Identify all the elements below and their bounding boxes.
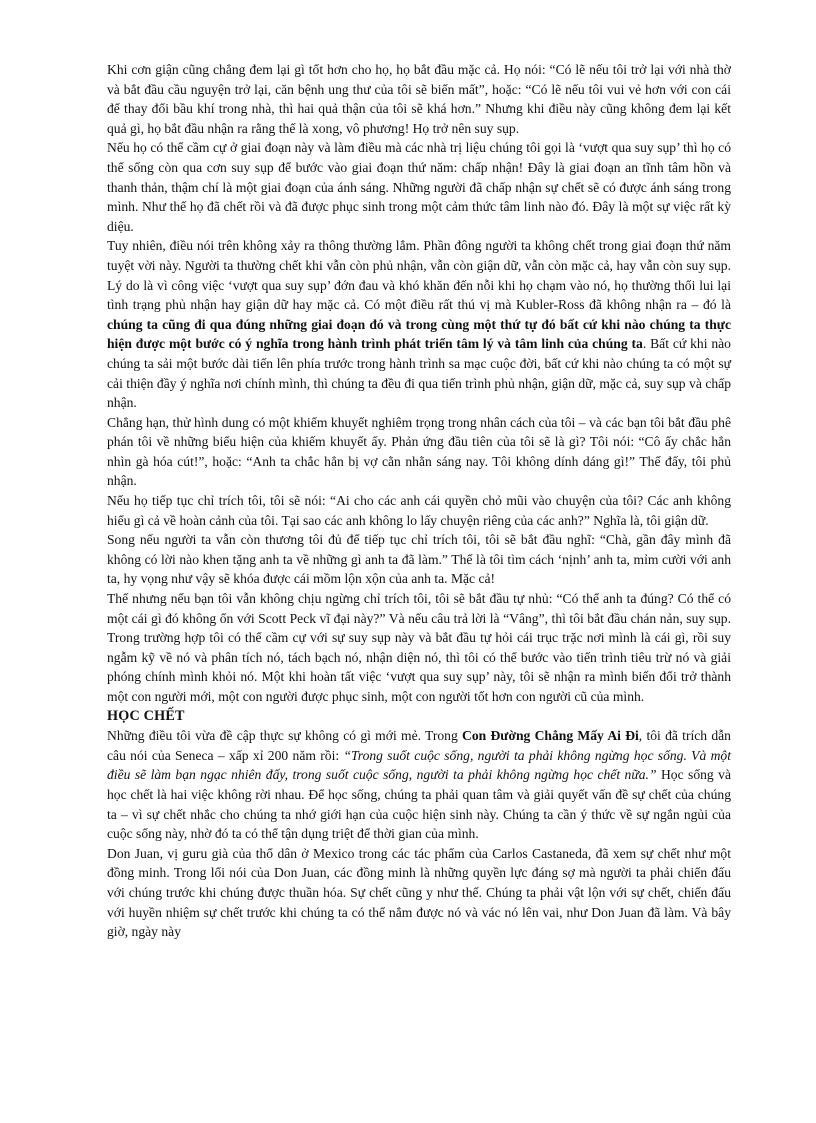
paragraph-p8 bbox=[107, 726, 731, 844]
document-page bbox=[107, 60, 731, 942]
paragraph-text: Don Juan, vị guru già của thổ dân ở Mexico trong các tác phẩm của Carlos Castaneda, đã xem sự chết như một đồng minh. Trong lối nói của Don Juan, các đồng minh là những quyền lực đáng sợ mà người ta phải chiến đấu với chúng trước khi chúng được thuần hóa. Sự chết cũng y như thế. Chúng ta phải vật lộn với sự chết, chiến đấu với huyền nhiệm sự chết trước khi chúng ta có thể nắm được nó và vác nó lên vai, như Don Juan đã làm. Và bây giờ, ngày này bbox=[107, 845, 731, 940]
paragraph-text: Tuy nhiên, điều nói trên không xảy ra thông thường lắm. Phần đông người ta không chết trong giai đoạn thứ năm tuyệt vời này. Người ta thường chết khi vẫn còn phủ nhận, vẫn còn giận dữ, vẫn còn mặc cả, hay vẫn còn suy sụp. Lý do là vì công việc ‘vượt qua suy sụp’ đớn đau và khó khăn đến nỗi khi họ chạm vào nó, họ thường thối lui lại tình trạng phủ nhận hay giận dữ hay mặc cả. Có một điều rất thú vị mà Kubler-Ross đã không nhận ra – đó là bbox=[107, 238, 731, 313]
paragraph-p4 bbox=[107, 413, 731, 491]
italic-quote: “Trong suốt cuộc sống, người ta phải không ngừng học sống. Và một điều sẽ làm bạn ngạc nhiên đấy, trong suốt cuộc sống, người ta phải không ngừng học chết nữa.” bbox=[107, 747, 731, 783]
paragraph-p9 bbox=[107, 844, 731, 942]
section-heading: HỌC CHẾT bbox=[107, 707, 185, 724]
paragraph-p3 bbox=[107, 236, 731, 412]
paragraph-text: Nếu họ tiếp tục chỉ trích tôi, tôi sẽ nói: “Ai cho các anh cái quyền chỏ mũi vào chuyện của tôi? Các anh không hiểu gì cả về hoàn cảnh của tôi. Tại sao các anh không lo lấy chuyện riêng của các anh?” Nghĩa là, tôi giận dữ. bbox=[107, 493, 731, 528]
paragraph-text: Học sống và học chết là hai việc không rời nhau. Để học sống, chúng ta phải quan tâm và giải quyết vấn đề sự chết của chúng ta – vì sự chết nhắc cho chúng ta nhớ giới hạn của cuộc hiện sinh này. Chúng ta cần ý thức về sự ngắn ngủi của cuộc sống này, nhờ đó ta có thể tận dụng triệt để thời gian của mình. bbox=[107, 767, 731, 842]
paragraph-text: Nếu họ có thể cầm cự ở giai đoạn này và làm điều mà các nhà trị liệu chúng tôi gọi là ‘vượt qua suy sụp’ thì họ có thể sống còn qua cơn suy sụp để bước vào giai đoạn thứ năm: chấp nhận! Đây là giai đoạn an tĩnh tâm hồn và thanh thản, thậm chí là một giai đoạn của ánh sáng. Những người đã chấp nhận sự chết sẽ có được ánh sáng trong mình. Như thế họ đã chết rồi và đã được phục sinh trong một cảm thức tâm linh nào đó. Đây là một sự việc rất kỳ diệu. bbox=[107, 140, 731, 234]
paragraph-p6 bbox=[107, 530, 731, 589]
paragraph-p5 bbox=[107, 491, 731, 530]
paragraph-p1 bbox=[107, 60, 731, 138]
paragraph-text: , tôi đã trích dẫn câu nói của Seneca – xấp xỉ 200 năm rồi: bbox=[107, 728, 731, 763]
paragraph-p7 bbox=[107, 589, 731, 707]
body-text-after-heading bbox=[107, 726, 731, 942]
paragraph-p2 bbox=[107, 138, 731, 236]
bold-text: Con Đường Chẳng Mấy Ai Đi bbox=[462, 728, 639, 744]
body-text-before-heading bbox=[107, 60, 731, 707]
paragraph-text: Song nếu người ta vẫn còn thương tôi đủ để tiếp tục chỉ trích tôi, tôi sẽ bắt đầu nghĩ: “Chà, gần đây mình đã không có lời nào khen tặng anh ta về những gì anh ta đã làm.” Thế là tôi tìm cách ‘nịnh’ anh ta, mỉm cười với anh ta, hy vọng như vậy sẽ khóa được cái mồm lộn xộn của anh ta. Mặc cả! bbox=[107, 532, 731, 587]
paragraph-text: Khi cơn giận cũng chẳng đem lại gì tốt hơn cho họ, họ bắt đầu mặc cả. Họ nói: “Có lẽ nếu tôi trở lại với nhà thờ và bắt đầu cầu nguyện trở lại, căn bệnh ung thư của tôi sẽ biến mất”, hoặc: “Có lẽ nếu tôi vui vẻ hơn với con cái để thay đổi bầu khí trong nhà, thì hai quả thận của tôi sẽ khá hơn.” Nhưng khi điều này cũng không đem lại kết quả gì, họ bắt đầu nhận ra rằng thế là xong, vô phương! Họ trở nên suy sụp. bbox=[107, 62, 731, 136]
bold-text: chúng ta cũng đi qua đúng những giai đoạn đó và trong cùng một thứ tự đó bất cứ khi nào chúng ta thực hiện được một bước có ý nghĩa trong hành trình phát triển tâm lý và tâm linh của chúng ta bbox=[107, 316, 731, 352]
paragraph-text: . Bất cứ khi nào chúng ta sải một bước dài tiến lên phía trước trong hành trình sa mạc cuộc đời, bất cứ khi nào chúng ta có một sự cải thiện đầy ý nghĩa nơi chính mình, thì chúng ta đều đi qua tiến trình phủ nhận, giận dữ, mặc cả, suy sụp và chấp nhận. bbox=[107, 336, 731, 411]
paragraph-text: Thế nhưng nếu bạn tôi vẫn không chịu ngừng chỉ trích tôi, tôi sẽ bắt đầu tự nhủ: “Có thể anh ta đúng? Có thể có một cái gì đó không ổn với Scott Peck vĩ đại này?” Và nếu câu trả lời là “Vâng”, thì tôi bắt đầu chán nản, suy sụp. Trong trường hợp tôi có thể cầm cự với sự suy sụp này và bắt đầu tự hỏi cái trục trặc nơi mình là cái gì, rồi suy ngẫm kỹ về nó và phân tích nó, tách bạch nó, nhận diện nó, thì tôi có thể bước vào tiến trình tiêu trừ nó và giải phóng chính mình khỏi nó. Một khi hoàn tất việc ‘vượt qua suy sụp’ này, tôi sẽ nhận ra mình biến đổi trở thành một con người mới, một con người được phục sinh, một con người tốt hơn con người cũ của mình. bbox=[107, 591, 731, 704]
paragraph-text: Chẳng hạn, thử hình dung có một khiếm khuyết nghiêm trọng trong nhân cách của tôi – và các bạn tôi bắt đầu phê phán tôi về những biểu hiện của khiếm khuyết ấy. Phản ứng đầu tiên của tôi sẽ là gì? Tôi nói: “Cô ấy chắc hẳn nhìn gà hóa cút!”, hoặc: “Anh ta chắc hẳn bị vợ cằn nhằn sáng nay. Tôi không dính dáng gì!” Thế đấy, tôi phủ nhận. bbox=[107, 414, 731, 489]
paragraph-text: Những điều tôi vừa đề cập thực sự không có gì mới mẻ. Trong bbox=[107, 728, 463, 744]
